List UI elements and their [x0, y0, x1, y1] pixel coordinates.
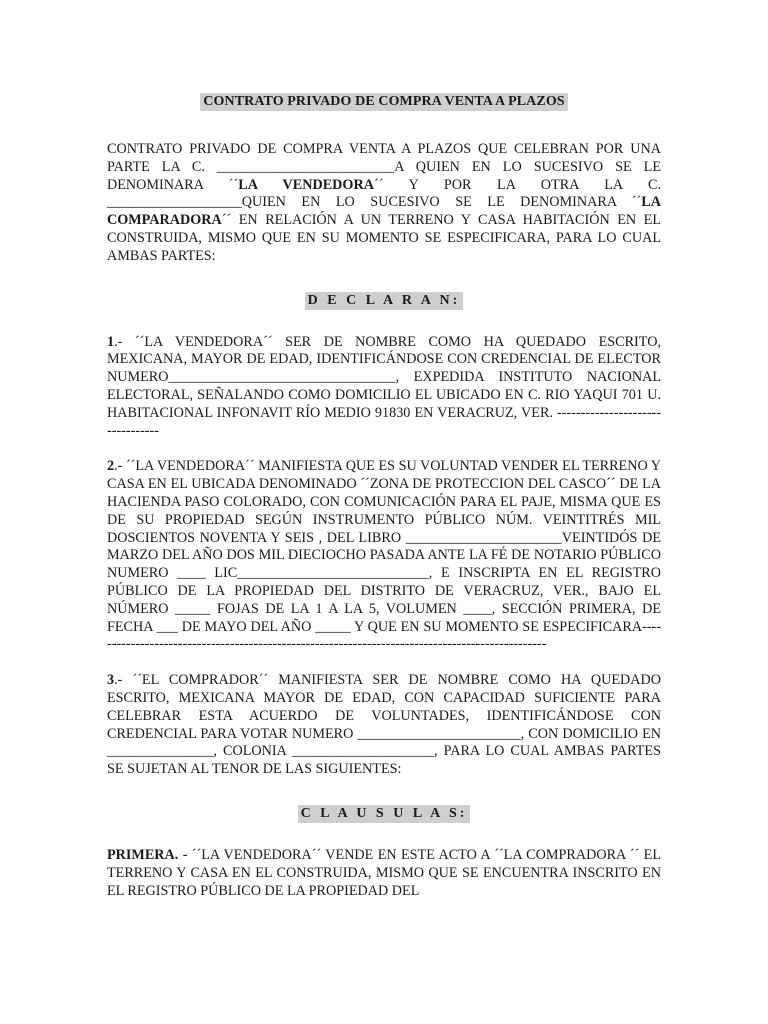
clausula-primera	[107, 847, 661, 900]
declaracion-2-number: 2	[107, 458, 115, 475]
declaracion-3	[107, 672, 661, 779]
title-wrap	[107, 92, 661, 111]
declaracion-2-text: .- ´´LA VENDEDORA´´ MANIFIESTA QUE ES SU VOLUNTAD VENDER EL TERRENO Y CASA EN EL UBICADA DENOMINADO ´´ZONA DE PROTECCION DEL CASCO´´ DE LA HACIENDA PASO COLORADO, CON COMUNICACIÓN PARA EL PAJE, MISMA QUE ES DE SU PROPIEDAD SEGÚN INSTRUMENTO PÚBLICO NÚM. VEINTITRÉS MIL DOSCIENTOS NOVENTA Y SEIS , DEL LIBRO ______________________VEINTIDÓS DE MARZO DEL AÑO DOS MIL DIECIOCHO PASADA ANTE LA FÉ DE NOTARIO PÚBLICO NUMERO ____ LIC___________________________, E INSCRIPTA EN EL REGISTRO PÚBLICO DE LA PROPIEDAD DEL DISTRITO DE VERACRUZ, VER., BAJO EL NÚMERO _____ FOJAS DE LA 1 A LA 5, VOLUMEN ____, SECCIÓN PRIMERA, DE FECHA ___ DE MAYO DEL AÑO _____ Y QUE EN SU MOMENTO SE ESPECIFICARA-------------------------------------------------------------------------------------------------	[107, 458, 661, 653]
declaracion-3-text: .- ´´EL COMPRADOR´´ MANIFIESTA SER DE NOMBRE COMO HA QUEDADO ESCRITO, MEXICANA MAYOR DE EDAD, CON CAPACIDAD SUFICIENTE PARA CELEBRAR ESTA ACUERDO DE VOLUNTADES, IDENTIFICÁNDOSE CON CREDENCIAL PARA VOTAR NUMERO _______________________, CON DOMICILIO EN _______________, COLONIA ____________________, PARA LO CUAL AMBAS PARTES SE SUJETAN AL TENOR DE LAS SIGUIENTES:	[107, 672, 661, 778]
declaracion-1	[107, 334, 661, 441]
clausula-primera-text: - ´´LA VENDEDORA´´ VENDE EN ESTE ACTO A ´´LA COMPRADORA ´´ EL TERRENO Y CASA EN EL CONSTRUIDA, MISMO QUE SE ENCUENTRA INSCRITO EN EL REGISTRO PÚBLICO DE LA PROPIEDAD DEL	[107, 846, 661, 899]
clausula-primera-label: PRIMERA.	[107, 846, 179, 863]
document-title: CONTRATO PRIVADO DE COMPRA VENTA A PLAZOS	[200, 93, 567, 111]
spacer	[107, 440, 661, 458]
declaran-heading-wrap	[107, 291, 661, 310]
intro-bold-comparadora: LA COMPARADORA	[107, 194, 661, 229]
declaracion-2	[107, 458, 661, 654]
intro-text-2: ´´ Y POR LA OTRA LA C. ___________________QUIEN EN LO SUCESIVO SE LE DENOMINARA ´´	[107, 176, 662, 211]
declaracion-1-text: .- ´´LA VENDEDORA´´ SER DE NOMBRE COMO HA QUEDADO ESCRITO, MEXICANA, MAYOR DE EDAD, IDENTIFICÁNDOSE CON CREDENCIAL DE ELECTOR NUMERO________________________________, EXPEDIDA INSTITUTO NACIONAL ELECTORAL, SEÑALANDO COMO DOMICILIO EL UBICADO EN C. RIO YAQUI 701 U. HABITACIONAL INFONAVIT RÍO MEDIO 91830 EN VERACRUZ, VER. ---------------------------------	[107, 333, 661, 439]
intro-text-3: ´´ EN RELACIÓN A UN TERRENO Y CASA HABITACIÓN EN EL CONSTRUIDA, MISMO QUE EN SU MOMENTO SE ESPECIFICARA, PARA LO CUAL AMBAS PARTES:	[107, 212, 661, 264]
clausulas-heading: C L A U S U L A S:	[298, 805, 471, 823]
spacer	[107, 654, 661, 672]
clausulas-heading-wrap	[107, 804, 661, 823]
declaran-heading: D E C L A R A N:	[305, 292, 464, 310]
intro-paragraph	[107, 141, 661, 266]
intro-bold-vendedora: LA VENDEDORA	[238, 176, 374, 193]
declaracion-1-number: 1	[107, 333, 115, 350]
intro-text-1: CONTRATO PRIVADO DE COMPRA VENTA A PLAZOS QUE CELEBRAN POR UNA PARTE LA C. _________________________A QUIEN EN LO SUCESIVO SE LE DENOMINARA ´´	[107, 141, 661, 193]
declaracion-3-number: 3	[107, 672, 115, 689]
